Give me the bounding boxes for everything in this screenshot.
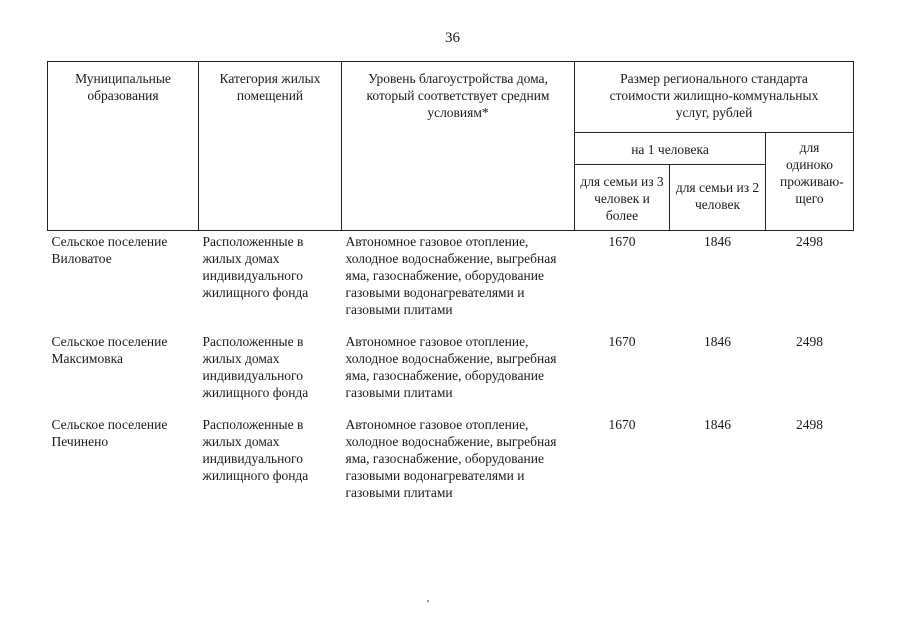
cell-category: Расположенные в жилых домах индивидуального жилищного фонда — [202, 417, 309, 483]
cell-category: Расположенные в жилых домах индивидуального жилищного фонда — [202, 334, 309, 400]
header-family-2: для семьи из 2 человек — [670, 165, 766, 231]
cell-municipality: Сельское поселение Печинено — [51, 417, 168, 449]
page-number: 36 — [445, 30, 460, 46]
housing-standard-table — [47, 61, 854, 516]
cell-single: 2498 — [796, 334, 823, 349]
cell-level: Автономное газовое отопление, холодное водоснабжение, выгребная яма, газоснабжение, оборудование газовыми водонагревателями и газовыми плитами — [345, 417, 557, 500]
cell-category: Расположенные в жилых домах индивидуального жилищного фонда — [202, 234, 309, 300]
header-category: Категория жилых помещений — [199, 62, 342, 231]
cell-municipality: Сельское поселение Максимовка — [51, 334, 168, 366]
table-row — [48, 231, 854, 334]
cell-family-3: 1670 — [608, 234, 636, 249]
cell-family-2: 1846 — [704, 334, 731, 349]
table-row — [48, 416, 854, 516]
cell-family-3: 1670 — [608, 334, 636, 349]
header-municipality: Муниципальные образования — [48, 62, 199, 231]
cell-level: Автономное газовое отопление, холодное водоснабжение, выгребная яма, газоснабжение, оборудование газовыми плитами — [345, 334, 557, 400]
cell-single: 2498 — [796, 417, 823, 432]
cell-family-2: 1846 — [704, 234, 731, 249]
cell-single: 2498 — [796, 234, 823, 249]
header-level: Уровень благоустройства дома, который соответствует средним условиям* — [342, 62, 575, 231]
cell-family-3: 1670 — [608, 417, 636, 432]
header-family-3: для семьи из 3 человек и более — [575, 165, 670, 231]
scan-speck — [427, 600, 429, 602]
header-single: для одиноко проживаю-щего — [766, 133, 854, 231]
cell-family-2: 1846 — [704, 417, 731, 432]
cell-level: Автономное газовое отопление, холодное водоснабжение, выгребная яма, газоснабжение, оборудование газовыми водонагревателями и газовыми плитами — [345, 234, 557, 317]
header-standard: Размер регионального стандарта стоимости жилищно-коммунальных услуг, рублей — [575, 62, 854, 133]
header-per-person: на 1 человека — [575, 133, 766, 165]
cell-municipality: Сельское поселение Виловатое — [51, 234, 168, 266]
table-row — [48, 333, 854, 416]
